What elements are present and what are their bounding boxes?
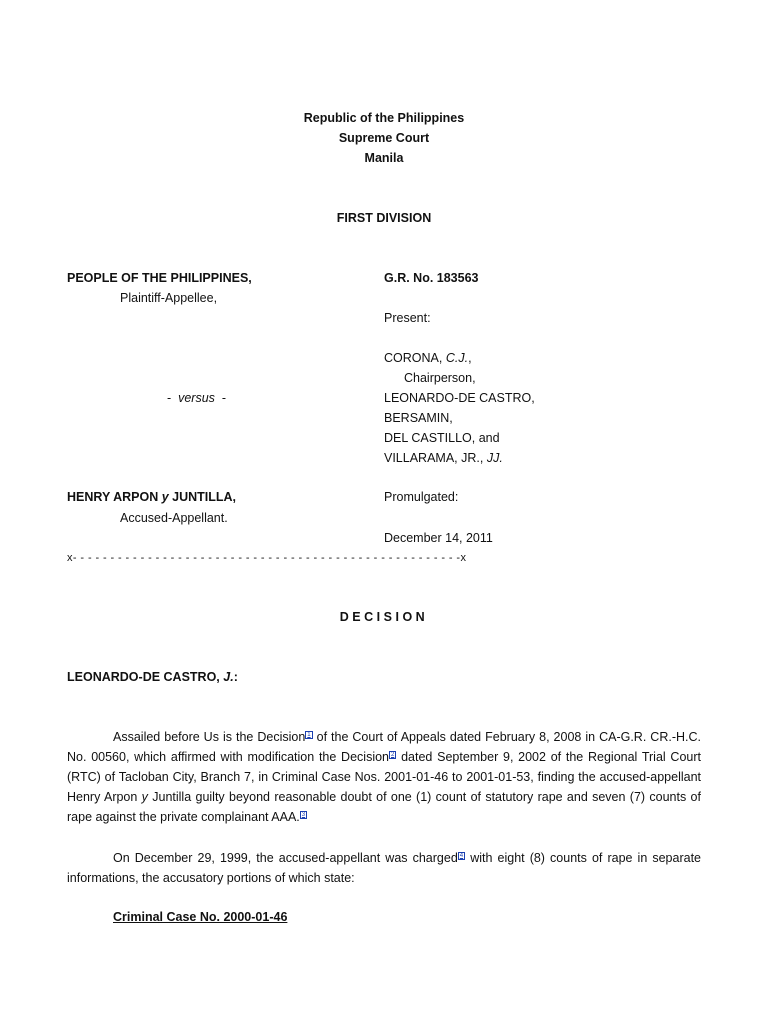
plaintiff-role: Plaintiff-Appellee, (120, 291, 218, 305)
decision-title: DECISION (339, 610, 429, 624)
versus-text: versus (178, 391, 215, 405)
versus-label: - versus - (167, 391, 227, 405)
p1-text-a: Assailed before Us is the Decision (113, 730, 306, 744)
accused-first: HENRY ARPON (67, 490, 159, 504)
footnote-link-2[interactable]: 2 (391, 752, 395, 758)
division-title: FIRST DIVISION (336, 211, 432, 225)
accused-last: JUNTILLA, (172, 490, 237, 504)
ponente-colon: : (233, 670, 238, 684)
header-republic: Republic of the Philippines (303, 111, 465, 125)
p1-text-b: of the Court of Appeals dated February 8, 2008 in CA-G.R. CR.-H.C. No. 00560, which affirmed with modification the Decision (67, 730, 701, 764)
justice-corona-name: CORONA, (384, 351, 443, 365)
justice-corona: CORONA, C.J., (384, 351, 472, 365)
justice-bersamin: BERSAMIN, (384, 411, 453, 425)
chairperson-label: Chairperson, (404, 371, 476, 385)
promulgation-date: December 14, 2011 (384, 531, 493, 545)
justice-villarama-title: JJ. (486, 451, 503, 465)
p1-text-d: Juntilla guilty beyond reasonable doubt of one (1) count of statutory rape and seven (7) counts of rape against the private complainant AAA. (67, 790, 701, 824)
paragraph-1 (67, 727, 701, 827)
accused-name (67, 489, 236, 505)
justice-corona-title: C.J. (445, 351, 469, 365)
p2-text-b: with eight (8) counts of rape in separate informations, the accusatory portions of which state: (67, 851, 701, 885)
p1-text-c: dated September 9, 2002 of the Regional Trial Court (RTC) of Tacloban City, Branch 7, in Criminal Case Nos. 2001-01-46 to 2001-01-53, finding the accused-appellant Henry Arpon (67, 750, 701, 804)
promulgated-label: Promulgated: (384, 490, 459, 504)
justice-del-castillo: DEL CASTILLO, and (384, 431, 500, 445)
ponente-name: LEONARDO-DE CASTRO, (67, 670, 220, 684)
criminal-case-heading: Criminal Case No. 2000-01-46 (113, 910, 288, 924)
footnote-link-3[interactable]: 3 (301, 812, 306, 818)
plaintiff-name: PEOPLE OF THE PHILIPPINES, (67, 271, 252, 285)
justice-leonardo-de-castro: LEONARDO-DE CASTRO, (384, 391, 535, 405)
ponente (67, 669, 238, 685)
gr-number: G.R. No. 183563 (384, 271, 479, 285)
caption-separator: x- - - - - - - - - - - - - - - - - - - - - - - - - - - - - - - - - - - - - - - - - - - - - - - - - - - -x (67, 552, 467, 564)
justice-villarama (384, 450, 503, 466)
header-court: Supreme Court (338, 131, 430, 145)
accused-y: y (161, 490, 169, 504)
p2-text-a: On December 29, 1999, the accused-appellant was charged (113, 851, 458, 865)
footnote-link-4[interactable]: 4 (459, 853, 464, 859)
accused-role: Accused-Appellant. (120, 511, 228, 525)
footnote-link-1[interactable]: 1 (307, 732, 311, 738)
justice-villarama-name: VILLARAMA, JR., (384, 451, 484, 465)
paragraph-2 (67, 848, 701, 888)
p1-text-y: y (141, 790, 148, 804)
header-city: Manila (364, 151, 404, 165)
ponente-title: J. (223, 670, 234, 684)
present-label: Present: (384, 311, 431, 325)
